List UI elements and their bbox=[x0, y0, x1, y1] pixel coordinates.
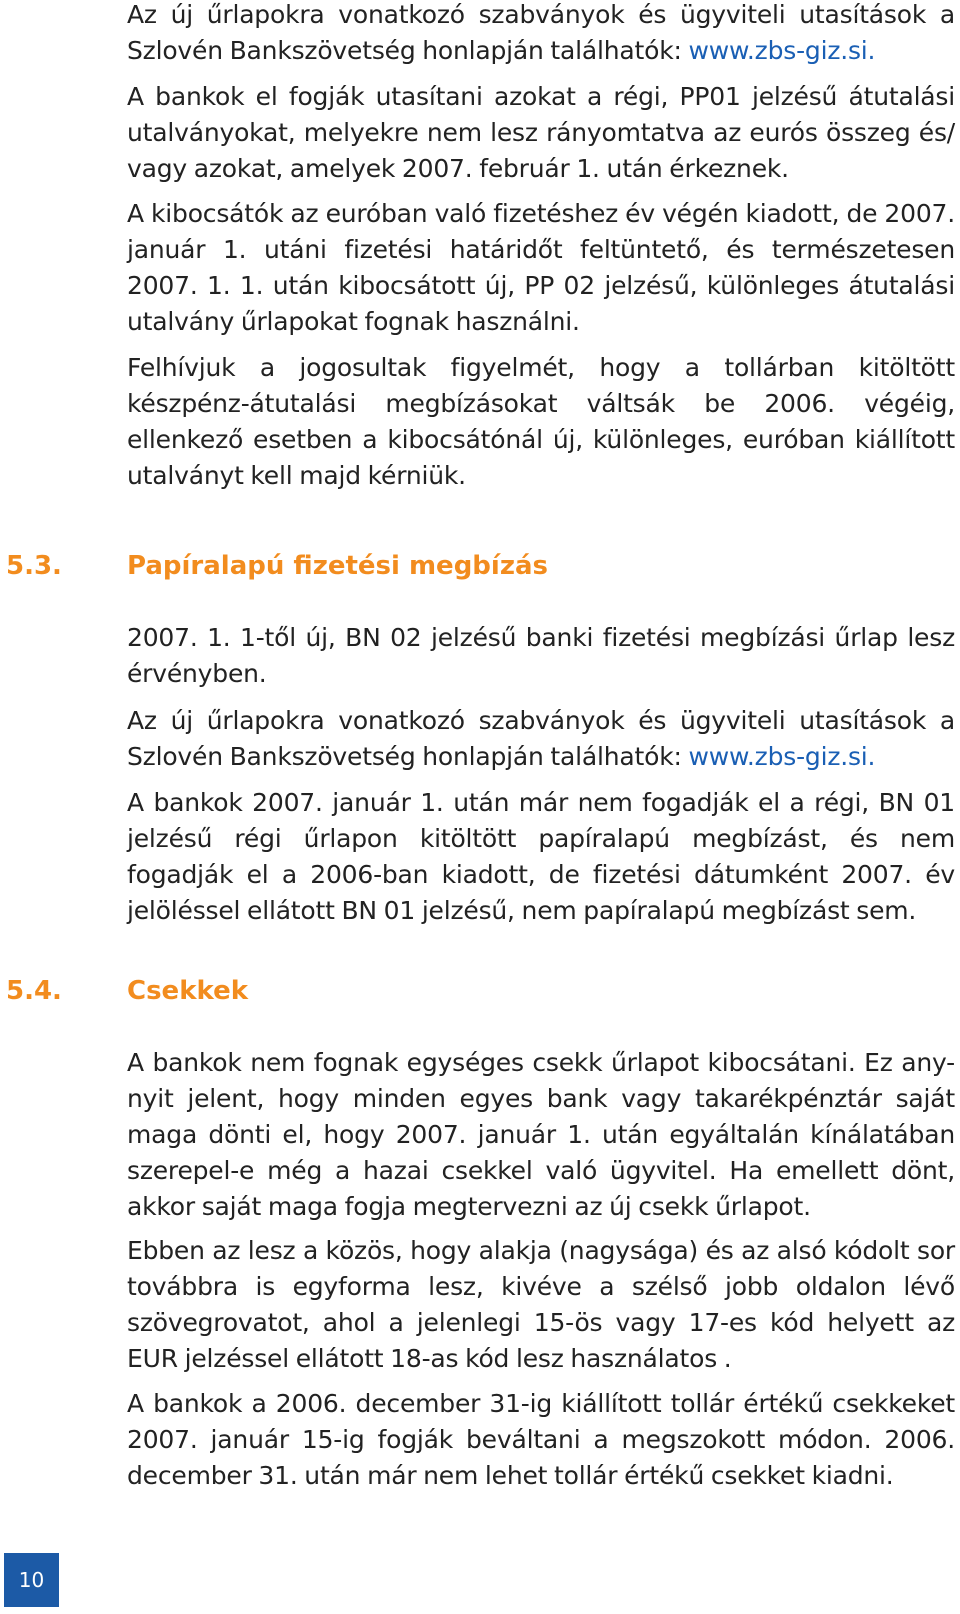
zbs-link[interactable]: www.zbs-giz.si. bbox=[688, 36, 876, 65]
zbs-link-2[interactable]: www.zbs-giz.si. bbox=[688, 742, 876, 771]
intro-block bbox=[127, 0, 955, 69]
section-5-3-block-1 bbox=[127, 620, 955, 692]
section-5-4-paragraph-1: A bankok nem fognak egységes csekk űrlapot kibocsátani. Ez any-nyit jelent, hogy minden egyes bank vagy takarékpénztár saját maga dönti el, hogy 2007. január 1. után egyáltalán kínálatában szerepel-e még a hazai csekkel való ügyvitel. Ha emellett dönt, akkor saját maga fogja megtervezni az új csekk űrlapot. bbox=[127, 1048, 955, 1221]
section-5-3-paragraph-2: Az új űrlapokra vonatkozó szabványok és ügyviteli utasítások a Szlovén Bankszövetség honlapján találhatók: www.zbs-giz.si. bbox=[127, 706, 955, 771]
intro-paragraph-2: A bankok el fogják utasítani azokat a régi, PP01 jelzésű átutalási utalványokat, melyekre nem lesz rányomtatva az eurós összeg és/ vagy azokat, amelyek 2007. február 1. után érkeznek. bbox=[127, 82, 955, 183]
section-5-3-paragraph-1: 2007. 1. 1-től új, BN 02 jelzésű banki fizetési megbízási űrlap lesz érvényben. bbox=[127, 623, 955, 688]
intro-paragraph-1: Az új űrlapokra vonatkozó szabványok és ügyviteli utasítások a Szlovén Bankszövetség honlapján találhatók: www.zbs-giz.si. bbox=[127, 0, 955, 65]
section-title-5-4: Csekkek bbox=[127, 976, 248, 1006]
intro-paragraph-4: Felhívjuk a jogosultak figyelmét, hogy a tollárban kitöltött készpénz-átutalási megbízásokat váltsák be 2006. végéig, ellenkező esetben a kibocsátónál új, különleges, euróban kiállított utalványt kell majd kérniük. bbox=[127, 353, 955, 490]
page-number-badge: 10 bbox=[4, 1553, 59, 1607]
section-5-3-block-2 bbox=[127, 703, 955, 775]
section-5-4-paragraph-3: A bankok a 2006. december 31-ig kiállított tollár értékű csekkeket 2007. január 15-ig fogják beváltani a megszokott módon. 2006. december 31. után már nem lehet tollár értékű csekket kiadni. bbox=[127, 1389, 955, 1490]
section-5-4-block-3 bbox=[127, 1386, 955, 1494]
section-title-5-3: Papíralapú fizetési megbízás bbox=[127, 551, 548, 581]
intro-block-2 bbox=[127, 79, 955, 187]
section-5-4-paragraph-2: Ebben az lesz a közös, hogy alakja (nagysága) és az alsó kódolt sor továbbra is egyforma lesz, kivéve a szélső jobb oldalon lévő szövegrovatot, ahol a jelenlegi 15-ös vagy 17-es kód helyett az EUR jelzéssel ellátott 18-as kód lesz használatos . bbox=[127, 1236, 955, 1373]
section-5-3-paragraph-3: A bankok 2007. január 1. után már nem fogadják el a régi, BN 01 jelzésű régi űrlapon kitöltött papíralapú megbízást, és nem fogadják el a 2006-ban kiadott, de fizetési dátumként 2007. év jelöléssel ellátott BN 01 jelzésű, nem papíralapú megbízást sem. bbox=[127, 788, 955, 925]
section-number-5-4: 5.4. bbox=[6, 976, 62, 1006]
section-number-5-3: 5.3. bbox=[6, 551, 62, 581]
intro-block-4 bbox=[127, 350, 955, 494]
intro-block-3 bbox=[127, 196, 955, 340]
section-5-3-block-3 bbox=[127, 785, 955, 929]
section-5-4-block-1 bbox=[127, 1045, 955, 1225]
intro-paragraph-3: A kibocsátók az euróban való fizetéshez év végén kiadott, de 2007. január 1. utáni fizetési határidőt feltüntető, és természetesen 2007. 1. 1. után kibocsátott új, PP 02 jelzésű, különleges átutalási utalvány űrlapokat fognak használni. bbox=[127, 199, 955, 336]
section-5-4-block-2 bbox=[127, 1233, 955, 1377]
